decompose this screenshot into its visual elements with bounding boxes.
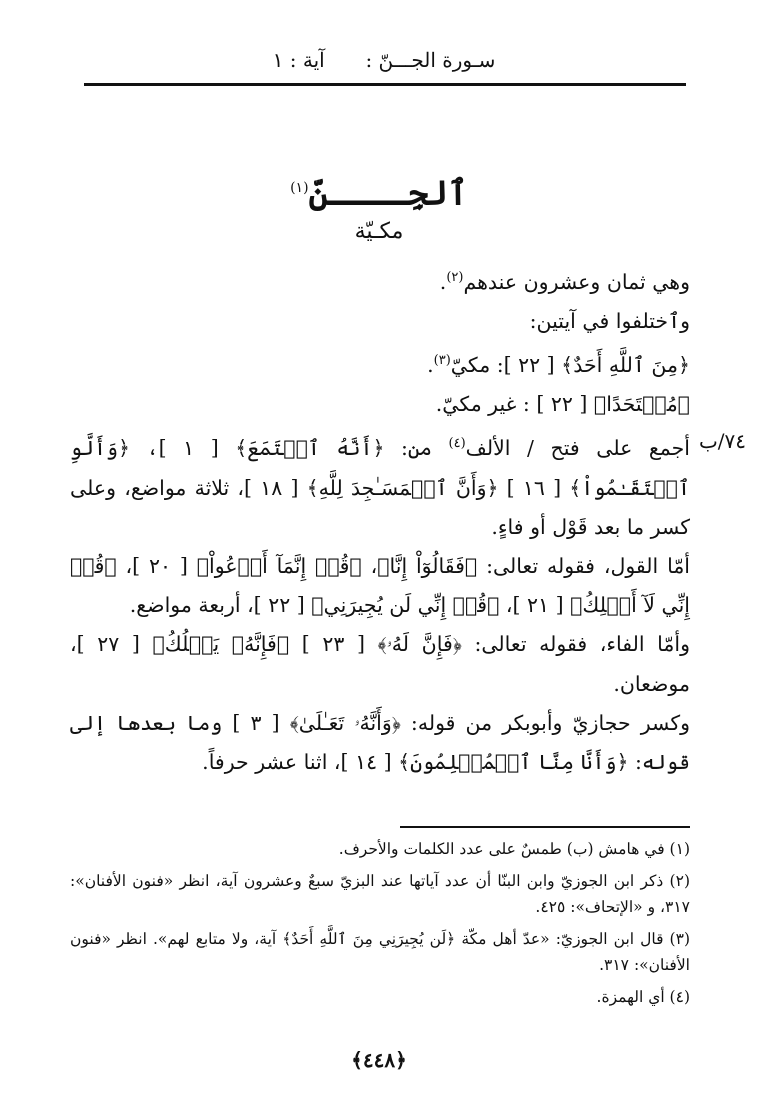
- paragraph: وهي ثمان وعشرون عندهم$^{(٢)}$.: [439, 269, 690, 294]
- paragraph: ﴿مُلۡتَحَدًا﴾ [ ٢٢ ] : غير مكيّ.: [435, 392, 690, 417]
- paragraph: أمّا القول، فقوله تعالى: ﴿فَقَالُوٓاْ إِنَّا﴾، ﴿قُلۡ إِنَّمَآ أَدۡعُواْ﴾ [ ٢٠ ]، ﴿قُلۡ إِنِّي لَآ أَمۡلِكُ﴾ [ ٢١ ]، ﴿قُلۡ إِنِّي لَن يُجِيرَنِي﴾ [ ٢٢ ]، أربعة مواضع.: [70, 553, 691, 618]
- header-ayah: آية : ١: [272, 48, 325, 72]
- footnote-ref: (٤): [448, 436, 466, 452]
- paragraph: أجمع على فتح / الألف$^{(٤)}$ من: ﴿أَنَّهُ ٱسۡتَمَعَ﴾ [ ١ ]، ﴿وَأَلَّوِ ٱسۡتَقَـٰمُواْ﴾ [ ١٦ ] ﴿وَأَنَّ ٱلۡمَسَـٰجِدَ لِلَّهِ﴾ [ ١٨ ]، ثلاثة مواضع، وعلى كسر ما بعد قَوْل أو فاءٍ.: [70, 436, 690, 539]
- footnote-ref: (٢): [446, 270, 464, 285]
- surah-title: [0, 166, 758, 215]
- paragraph: وكسر حجازيّ وأبوبكر من قوله: ﴿وَأَنَّهُۥ تَعَـٰلَىٰ﴾ [ ٣ ] وما بعدها إلى قوله: ﴿وَأَنَّا مِنَّا ٱلۡمُسۡلِمُونَ﴾ [ ١٤ ]، اثنا عشر حرفاً.: [70, 710, 690, 774]
- footnote: (١) في هامش (ب) طمسٌ على عدد الكلمات والأحرف.: [338, 840, 690, 858]
- main-text: [70, 258, 690, 782]
- footnote-ref: (٣): [433, 353, 451, 369]
- page-number: ﴿٤٤٨﴾: [351, 1048, 407, 1072]
- paragraph: وأمّا الفاء، فقوله تعالى: ﴿فَإِنَّ لَهُۥ﴾ [ ٢٣ ] ﴿فَإِنَّهُۥ يَسۡلُكُ﴾ [ ٢٧ ]، موضعان.: [70, 632, 690, 696]
- manuscript-folio-note: ٧٤/ب: [698, 429, 746, 453]
- surah-place: مكـيّة: [354, 219, 404, 244]
- footnote: (٤) أي الهمزة.: [596, 988, 690, 1006]
- header-surah: سـورة الجـــنّ :: [365, 48, 496, 72]
- header-rule: [84, 83, 686, 86]
- footnote-separator: [400, 826, 690, 828]
- surah-title-text: ٱلجِــــنّ: [308, 173, 468, 214]
- footnote: (٢) ذكر ابن الجوزيّ وابن البنّا أن عدد آياتها عند البزيّ سبعٌ وعشرون آية، انظر «فنون الأفنان»: ٣١٧، و «الإتحاف»: ٤٢٥.: [70, 872, 690, 916]
- footnote: (٣) قال ابن الجوزيّ: «عدّ أهل مكّة ﴿لَن يُجِيرَنِي مِنَ ٱللَّهِ أَحَدٌ﴾ آية، ولا متابع لهم». انظر «فنون الأفنان»: ٣١٧.: [70, 930, 690, 974]
- title-footnote-ref: (١): [290, 180, 309, 196]
- footnotes: [70, 836, 690, 1016]
- paragraph: وٱختلفوا في آيتين:: [529, 309, 690, 334]
- paragraph: ﴿مِنَ ٱللَّهِ أَحَدٌ﴾ [ ٢٢ ]: مكيّ$^{(٣)}$.: [427, 353, 690, 378]
- running-header: [84, 40, 684, 80]
